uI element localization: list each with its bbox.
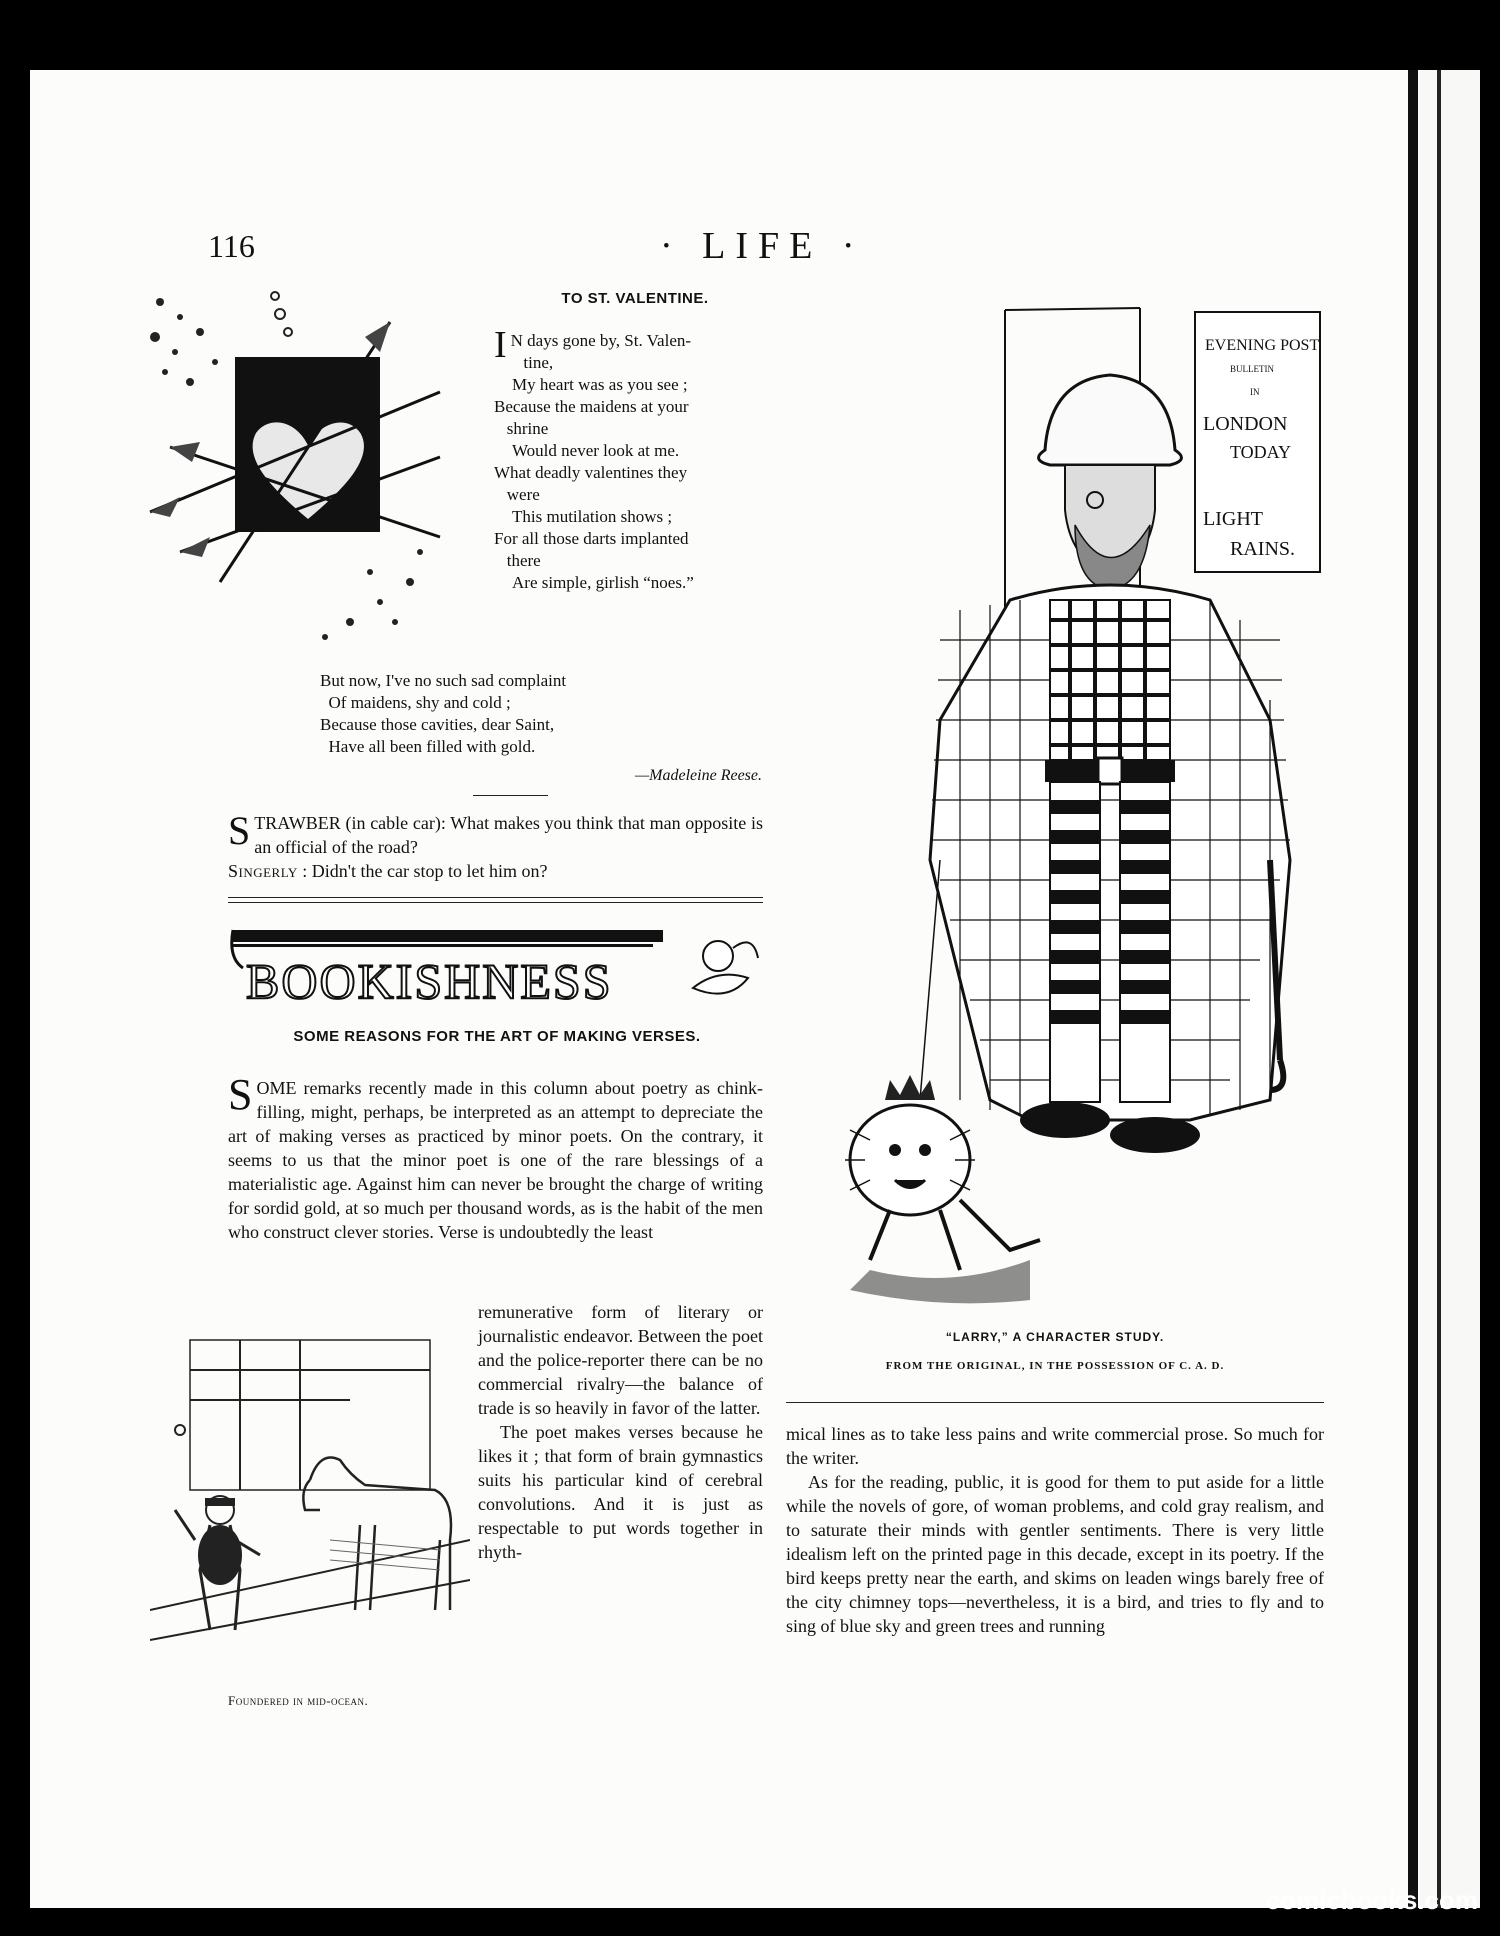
essay-text-1: OME remarks recently made in this column about poetry as chink-filling, might, perhaps, be interpreted as an attempt to depreciate the art of making verses as practiced by minor poets. On the contrary, it seems to us that the minor poet is one of the rare blessings of a materialistic age. Against him can never be brought the charge of writing for sordid gold, at so much per thousand words, as is the habit of the men who construct clever stories. Verse is undoubtedly the least [228,1078,763,1242]
cable-car-joke [228,808,763,883]
poem-line: Are simple, girlish “noes.” [512,573,694,592]
page-number: 116 [208,228,255,264]
poem-line: This mutilation shows ; [512,507,673,526]
essay-text-1-continued: remunerative form of literary or journalistic endeavor. Between the poet and the police-reporter there can be no commercial rivalry—the balance of trade is so heavily in favor of the latter. [478,1302,763,1418]
poem-line: Would never look at me. [512,441,680,460]
essay-drop-cap: S [228,1070,253,1119]
bookishness-banner [228,918,763,1018]
poem-line: My heart was as you see ; [512,375,688,394]
poem-line: But now, I've no such sad complaint [320,671,567,690]
horse-caption-text: Foundered in mid-ocean. [228,1693,369,1708]
essay-paragraph-1-continued [478,1300,763,1564]
joke-speaker-2: Singerly [228,861,298,881]
poem-line: were [494,485,540,504]
section-subtitle: SOME REASONS FOR THE ART OF MAKING VERSES. [293,1028,701,1045]
double-rule-top [228,897,763,898]
essay-right-column [786,1422,1324,1638]
poster-text: LIGHT [1203,508,1263,530]
poem-line: Of maidens, shy and cold ; [320,693,511,712]
joke-speaker-1: TRAWBER [254,813,341,833]
essay-paragraph-2: The poet makes verses because he likes it ; that form of brain gymnastics suits his particular kind of cerebral convolutions. And it is just as respectable to put words together in rhyth- [478,1422,763,1562]
poem-line: Have all been filled with gold. [320,737,536,756]
poem-line: For all those darts implanted [494,529,689,548]
poem-line: N days gone by, St. Valen- [510,331,692,350]
essay-paragraph-4: As for the reading, public, it is good for them to put aside for a little while the novels of gore, of woman problems, and cold gray realism, and to saturate their minds with gentler sentiments. There is very little idealism left on the printed page in this decade, except in its poetry. If the bird keeps pretty near the earth, and skims on leaden wings barely free of the city chimney tops—nevertheless, it is a bird, and tries to fly and to sing of blue sky and green trees and running [786,1472,1324,1636]
page-gutter [1408,70,1418,1908]
poster-text: TODAY [1230,442,1292,462]
poem-line: shrine [494,419,549,438]
larry-credit: FROM THE ORIGINAL, IN THE POSSESSION OF C. A. D. [885,1360,1225,1372]
banner-text: BOOKISHNESS [246,953,613,1009]
poem-body [494,324,762,594]
poster-text: BULLETIN [1230,364,1274,374]
watermark: comicbooks.com [1265,1885,1478,1915]
poster-text: IN [1250,387,1260,397]
poem-line: What deadly valentines they [494,463,688,482]
poem-line: Because the maidens at your [494,397,689,416]
poem-line: Because those cavities, dear Saint, [320,715,555,734]
essay-paragraph-3: mical lines as to take less pains and write commercial prose. So much for the writer. [786,1424,1324,1468]
column-rule [786,1402,1324,1403]
larry-caption: “LARRY,” A CHARACTER STUDY. [945,1330,1165,1344]
double-rule-bottom [228,902,763,903]
horse-caption [228,1693,468,1709]
poem-final-stanza [320,670,765,758]
joke-line-2: : Didn't the car stop to let him on? [297,861,548,881]
next-page-border [1437,70,1441,1908]
joke-line-1: (in cable car): What makes you think that man opposite is an official of the road? [254,813,763,857]
larry-illustration [810,300,1340,1320]
essay-paragraph-1 [228,1070,763,1244]
horse-illustration [150,1310,470,1690]
poster-text: EVENING POST [1205,337,1320,354]
joke-drop-cap: S [228,808,251,853]
poem-line: there [494,551,541,570]
poster-text: LONDON [1203,413,1288,435]
poster-text: RAINS. [1230,538,1296,560]
poem-line: tine, [510,353,554,372]
poem-title: TO ST. VALENTINE. [561,290,709,307]
masthead: · LIFE · [660,225,865,267]
poem-drop-cap: I [494,324,507,366]
poem-author: —Madeleine Reese. [634,767,762,784]
next-page-edge [1420,70,1480,1908]
short-divider [473,795,548,796]
heart-arrows-illustration [140,282,470,654]
